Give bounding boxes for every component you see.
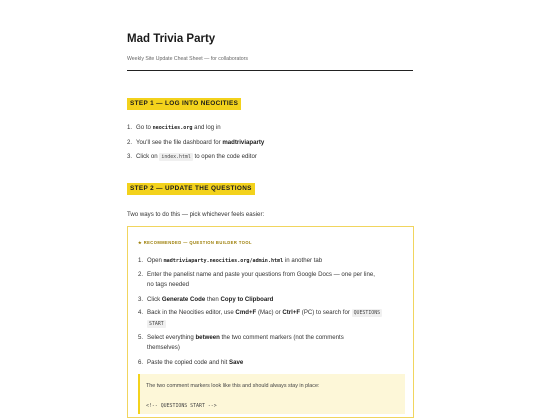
item-text: in another tab [283,257,323,264]
item-number: 6. [138,359,144,366]
item-text: (PC) to search for [300,309,352,316]
shortcut-mac: Cmd+F [235,309,257,316]
generate-code-label: Generate Code [161,296,206,303]
page-title: Mad Trivia Party [127,33,216,45]
item-text: themselves) [147,344,180,351]
step-2-item [138,271,375,278]
item-text: Paste the copied code and hit [147,359,229,366]
item-text: to open the code editor [192,153,257,160]
step-2-item-continued [138,344,180,351]
step-2-item [138,296,273,303]
step-2-item [138,359,243,366]
step-1-item [127,124,221,131]
between-label: between [195,334,220,341]
item-number: 3. [127,153,133,160]
item-number: 4. [138,309,144,316]
step-1-item [127,139,264,146]
neocities-link[interactable]: neocities.org [152,125,193,131]
item-text: Enter the panelist name and paste your questions from Google Docs — one per line, [147,271,375,278]
admin-link[interactable]: madtriviaparty.neocities.org/admin.html [163,258,284,264]
card-label: ★ RECOMMENDED — QUESTION BUILDER TOOL [138,240,252,245]
search-term-code: START [149,321,164,327]
note-text: The two comment markers look like this and should always stay in place: [146,383,320,389]
step-2-item [138,334,344,341]
shortcut-pc: Ctrl+F [282,309,301,316]
save-label: Save [229,359,244,366]
item-text: and log in [192,124,221,131]
item-number: 2. [127,139,133,146]
step-2-heading: STEP 2 — UPDATE THE QUESTIONS [127,183,255,195]
item-text: (Mac) or [256,309,283,316]
item-number: 1. [127,124,133,131]
filename-code: index.html [161,154,191,160]
item-text: Select everything [147,334,196,341]
site-name: madtriviaparty [222,139,265,146]
item-text: then [205,296,221,303]
item-number: 5. [138,334,144,341]
item-text: Click [147,296,162,303]
item-text: Back in the Neocities editor, use [147,309,236,316]
item-text: the two comment markers (not the comments [219,334,344,341]
note-code: <!-- QUESTIONS START --> [146,403,217,409]
item-text: Go to [136,124,153,131]
step-2-intro: Two ways to do this — pick whichever feels easier: [127,211,265,218]
copy-label: Copy to Clipboard [220,296,274,303]
recommended-card [127,226,414,418]
item-text: You'll see the file dashboard for [136,139,223,146]
item-number: 3. [138,296,144,303]
step-1-heading: STEP 1 — LOG INTO NEOCITIES [127,98,241,110]
item-number: 2. [138,271,144,278]
step-2-item-continued [138,281,189,288]
comment-markers-note [138,374,405,414]
page-subtitle: Weekly Site Update Cheat Sheet — for collaborators [127,56,249,62]
step-1-item [127,153,257,160]
item-text: Click on [136,153,160,160]
step-2-item-continued [138,320,166,327]
divider [127,70,413,71]
item-text: Open [147,257,164,264]
item-number: 1. [138,257,144,264]
step-2-item [138,309,382,316]
search-term-code: QUESTIONS [353,310,381,316]
step-2-item [138,257,322,264]
item-text: no tags needed [147,281,190,288]
